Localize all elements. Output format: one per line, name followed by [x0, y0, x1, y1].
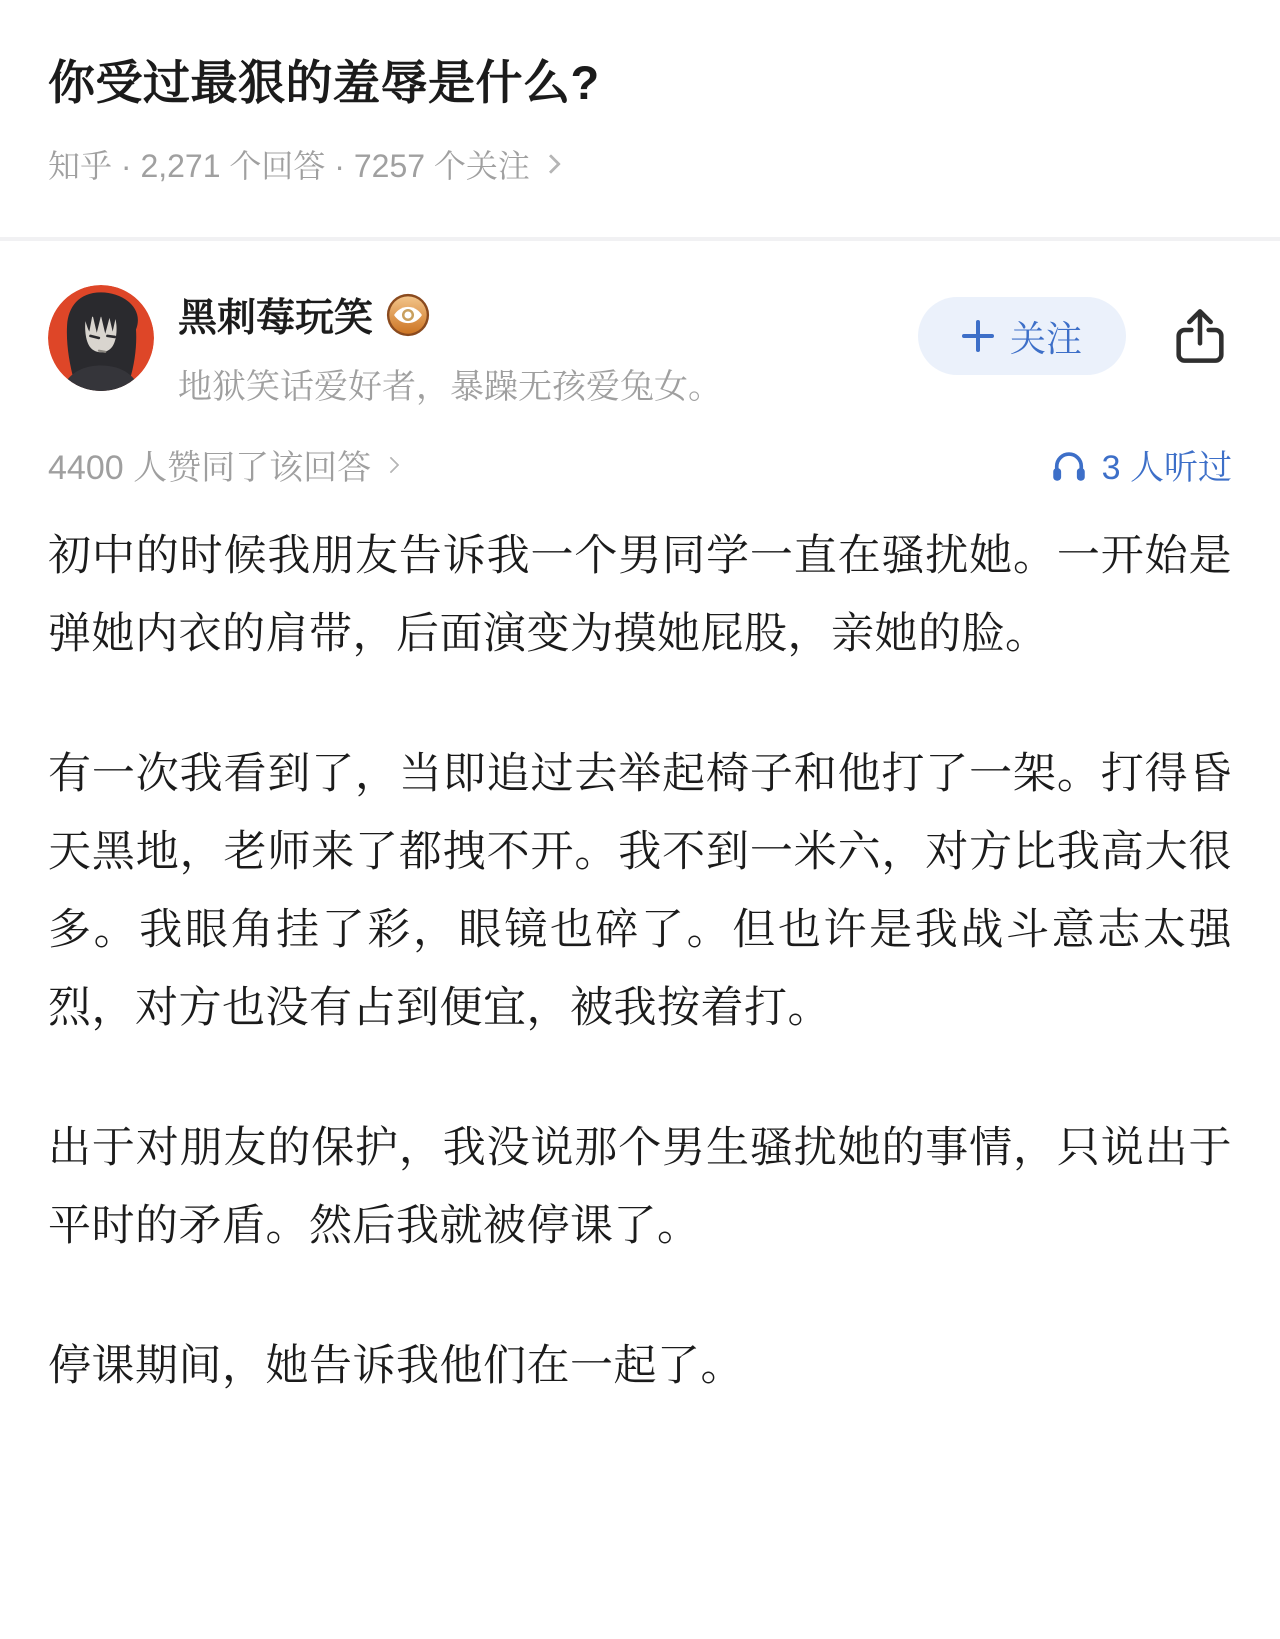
- headphones-icon: [1048, 444, 1090, 486]
- listened-summary[interactable]: [1048, 440, 1232, 489]
- answer-paragraph: 初中的时候我朋友告诉我一个男同学一直在骚扰她。一开始是弹她内衣的肩带，后面演变为摸她屁股，亲她的脸。: [48, 532, 1232, 659]
- question-header: [48, 0, 1232, 187]
- share-icon: [1168, 357, 1232, 372]
- avatar[interactable]: [48, 285, 154, 391]
- author-bio: 地狱笑话爱好者，暴躁无孩爱兔女。: [178, 368, 722, 407]
- divider: [0, 237, 1280, 241]
- follow-button[interactable]: [918, 297, 1126, 375]
- question-meta-link[interactable]: [48, 141, 1232, 187]
- upvote-text: 4400 人赞同了该回答: [48, 449, 372, 488]
- chevron-right-icon: [383, 456, 400, 473]
- question-meta-text: 知乎 · 2,271 个回答 · 7257 个关注: [48, 148, 530, 185]
- answer-paragraph: 停课期间，她告诉我他们在一起了。: [48, 1342, 744, 1391]
- chevron-right-icon: [541, 154, 561, 174]
- question-title[interactable]: 你受过最狠的羞辱是什么?: [48, 56, 600, 109]
- answer-paragraph: 有一次我看到了，当即追过去举起椅子和他打了一架。打得昏天黑地，老师来了都拽不开。我不到一米六，对方比我高大很多。我眼角挂了彩，眼镜也碎了。但也许是我战斗意志太强烈，对方也没有占到便宜，被我按着打。: [48, 750, 1232, 1033]
- author-row: [48, 285, 1232, 408]
- answer-paragraph: 出于对朋友的保护，我没说那个男生骚扰她的事情，只说出于平时的矛盾。然后我就被停课了。: [48, 1124, 1232, 1251]
- author-info: [178, 285, 918, 408]
- plus-icon: [962, 320, 994, 352]
- upvote-summary[interactable]: [48, 440, 397, 489]
- answer-meta-row: [48, 440, 1232, 489]
- follow-button-label: 关注: [1009, 317, 1082, 359]
- author-name[interactable]: 黑刺莓玩笑: [178, 297, 374, 341]
- share-button[interactable]: [1168, 303, 1232, 369]
- answer-body: [48, 517, 1232, 1405]
- listened-text: 3 人听过: [1101, 449, 1232, 488]
- creator-badge-icon[interactable]: [385, 292, 431, 338]
